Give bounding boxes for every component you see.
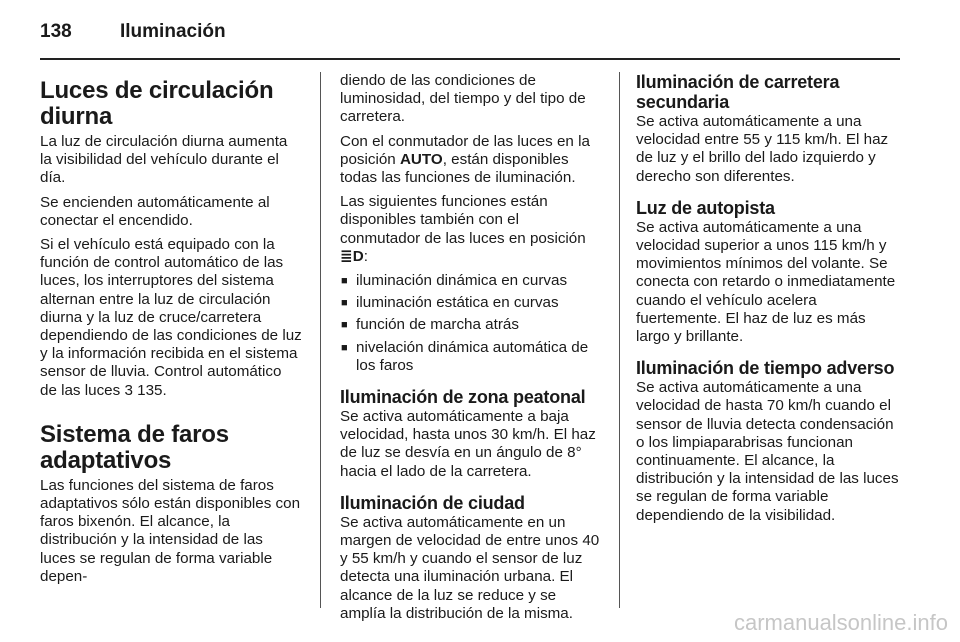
column-1: [40, 78, 302, 592]
heading-pedestrian-lighting: Iluminación de zona peatonal: [340, 387, 586, 408]
paragraph-text: Las siguientes funciones están disponibles también con el conmutador de las luces en posición: [340, 193, 586, 247]
function-list: [340, 272, 602, 375]
paragraph: [340, 193, 602, 266]
paragraph: Se activa automáticamente a una velocidad de hasta 70 km/h cuando el sensor de lluvia detecta condensación o los limpiaparabrisas funcionan continuamente. El alcance, la distribución y la intensidad de las luces se regulan de forma variable dependiendo de la visibilidad.: [636, 379, 899, 524]
page-reference-link[interactable]: 135.: [137, 381, 167, 399]
paragraph-text: Con el conmutador de las luces en la posición: [340, 132, 590, 168]
heading-drl: Luces de circulación diurna: [40, 77, 274, 130]
paragraph: Se activa automáticamente a baja velocidad, hasta unos 30 km/h. El haz de luz se desvía en un ángulo de 8° hacia el lado de la carretera.: [340, 408, 596, 480]
paragraph: Las funciones del sistema de faros adaptativos sólo están disponibles con faros bixenón. El alcance, la distribución y la intensidad de las luces se regulan de forma variable depen-: [40, 476, 301, 585]
chapter-title: Iluminación: [120, 21, 226, 42]
paragraph: Se activa automáticamente a una velocidad superior a unos 115 km/h y movimientos mínimos del volante. Se conecta con retardo o inmediatamente cuando el vehículo acelera fuertemente. El haz de luz es más largo y brillante.: [636, 218, 896, 346]
column-divider-1: [320, 72, 321, 608]
watermark: carmanualsonline.info: [733, 610, 948, 635]
paragraph: [40, 236, 302, 400]
heading-motorway-lighting: Luz de autopista: [636, 197, 775, 218]
list-item: ■ iluminación estática en curvas: [340, 294, 602, 312]
list-item: ■ iluminación dinámica en curvas: [340, 272, 602, 290]
paragraph-text: Si el vehículo está equipado con la función de control automático de las luces, los interruptores del sistema alternan entre la luz de circulación diurna y la luz de cruce/carretera dependiendo de las condiciones de luz y la información recibida en el sistema sensor de lluvia. Control automático de las luces: [40, 236, 302, 399]
paragraph: [340, 133, 602, 188]
heading-adverse-weather-lighting: Iluminación de tiempo adverso: [636, 358, 895, 379]
low-beam-icon: ≣D: [340, 247, 364, 265]
paragraph: Se encienden automáticamente al conectar el encendido.: [40, 193, 270, 229]
heading-adaptive-headlights: Sistema de faros adaptativos: [40, 420, 229, 474]
column-2: [340, 72, 602, 629]
header-rule: [40, 58, 900, 60]
auto-label: AUTO: [399, 150, 443, 168]
heading-city-lighting: Iluminación de ciudad: [340, 492, 525, 513]
paragraph: La luz de circulación diurna aumenta la visibilidad del vehículo durante el día.: [40, 133, 288, 187]
paragraph: diendo de las condiciones de luminosidad, del tiempo y del tipo de carretera.: [340, 72, 586, 126]
page-header: [40, 18, 900, 50]
list-item: ■ nivelación dinámica automática de los faros: [340, 339, 602, 375]
list-item: ■ función de marcha atrás: [340, 316, 602, 334]
paragraph-text: , están disponibles todas las funciones de iluminación.: [340, 150, 576, 187]
page-number: 138: [40, 21, 72, 42]
paragraph: Se activa automáticamente a una velocidad entre 55 y 115 km/h. El haz de luz y el brillo del lado izquierdo y derecho son diferentes.: [636, 113, 889, 185]
page-reference-arrow-icon: 3: [124, 381, 133, 399]
column-divider-2: [619, 72, 620, 608]
paragraph-text: :: [363, 247, 368, 265]
paragraph: Se activa automáticamente en un margen de velocidad de entre unos 40 y 55 km/h y cuando el sensor de luz detecta una iluminación urbana. El alcance de la luz se reduce y se amplía la distribución de la misma.: [340, 513, 600, 622]
heading-secondary-road-lighting: Iluminación de carretera secundaria: [636, 72, 840, 112]
column-3: [636, 72, 902, 531]
